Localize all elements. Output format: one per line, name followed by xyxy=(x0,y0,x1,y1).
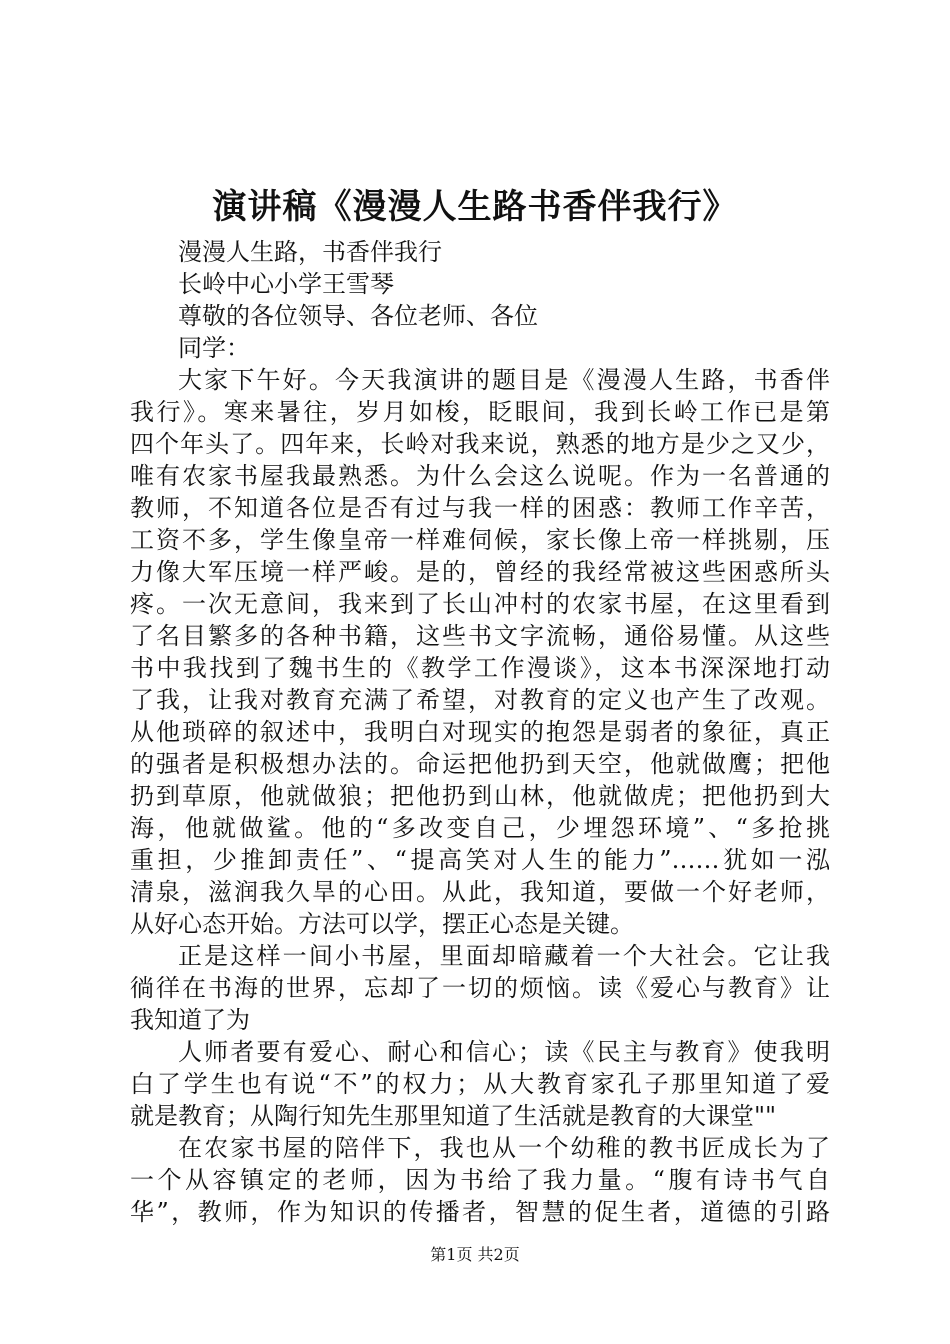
text-line: 工资不多，学生像皇帝一样难伺候，家长像上帝一样挑剔，压 xyxy=(130,526,830,554)
text-line: 徜徉在书海的世界，忘却了一切的烦恼。读《爱心与教育》让 xyxy=(130,974,830,1002)
document-title: 演讲稿《漫漫人生路书香伴我行》 xyxy=(212,187,738,227)
text-line: 大家下午好。今天我演讲的题目是《漫漫人生路，书香伴 xyxy=(178,366,830,394)
text-line: 书中我找到了魏书生的《教学工作漫谈》，这本书深深地打动 xyxy=(130,654,830,682)
text-line: 白了学生也有说“不”的权力；从大教育家孔子那里知道了爱 xyxy=(130,1070,830,1098)
text-line: 力像大军压境一样严峻。是的，曾经的我经常被这些困惑所头 xyxy=(130,558,830,586)
text-line: 海，他就做鲨。他的“多改变自己，少埋怨环境”、“多抢挑 xyxy=(130,814,830,842)
text-line: 一个从容镇定的老师，因为书给了我力量。“腹有诗书气自 xyxy=(130,1166,830,1194)
text-line: 教师，不知道各位是否有过与我一样的困惑：教师工作辛苦， xyxy=(130,494,830,522)
text-line: 从他琐碎的叙述中，我明白对现实的抱怨是弱者的象征，真正 xyxy=(130,718,830,746)
text-line: 清泉，滋润我久旱的心田。从此，我知道，要做一个好老师， xyxy=(130,878,830,906)
text-line: 疼。一次无意间，我来到了长山冲村的农家书屋，在这里看到 xyxy=(130,590,830,618)
document-body xyxy=(130,236,830,1228)
text-line: 扔到草原，他就做狼；把他扔到山林，他就做虎；把他扔到大 xyxy=(130,782,830,810)
text-line: 了名目繁多的各种书籍，这些书文字流畅，通俗易懂。从这些 xyxy=(130,622,830,650)
text-line: 从好心态开始。方法可以学，摆正心态是关键。 xyxy=(130,910,634,938)
text-line: 漫漫人生路，书香伴我行 xyxy=(178,238,442,266)
text-line: 长岭中心小学王雪琴 xyxy=(178,270,394,298)
text-line: 在农家书屋的陪伴下，我也从一个幼稚的教书匠成长为了 xyxy=(178,1134,830,1162)
text-line: 人师者要有爱心、耐心和信心；读《民主与教育》使我明 xyxy=(178,1038,830,1066)
text-line: 重担，少推卸责任”、“提高笑对人生的能力”……犹如一泓 xyxy=(130,846,830,874)
text-line: 我知道了为 xyxy=(130,1006,250,1034)
text-line: 华”，教师，作为知识的传播者，智慧的促生者，道德的引路 xyxy=(130,1198,830,1226)
text-line: 唯有农家书屋我最熟悉。为什么会这么说呢。作为一名普通的 xyxy=(130,462,830,490)
text-line: 四个年头了。四年来，长岭对我来说，熟悉的地方是少之又少， xyxy=(130,430,830,458)
text-line: 就是教育；从陶行知先生那里知道了生活就是教育的大课堂"" xyxy=(130,1102,777,1130)
page-footer: 第1页 共2页 xyxy=(430,1245,520,1264)
text-line: 同学： xyxy=(178,334,250,362)
text-line: 了我，让我对教育充满了希望，对教育的定义也产生了改观。 xyxy=(130,686,830,714)
text-line: 的强者是积极想办法的。命运把他扔到天空，他就做鹰；把他 xyxy=(130,750,830,778)
text-line: 正是这样一间小书屋，里面却暗藏着一个大社会。它让我 xyxy=(178,942,830,970)
text-line: 尊敬的各位领导、各位老师、各位 xyxy=(178,302,538,330)
text-line: 我行》。寒来暑往，岁月如梭，眨眼间，我到长岭工作已是第 xyxy=(130,398,830,426)
